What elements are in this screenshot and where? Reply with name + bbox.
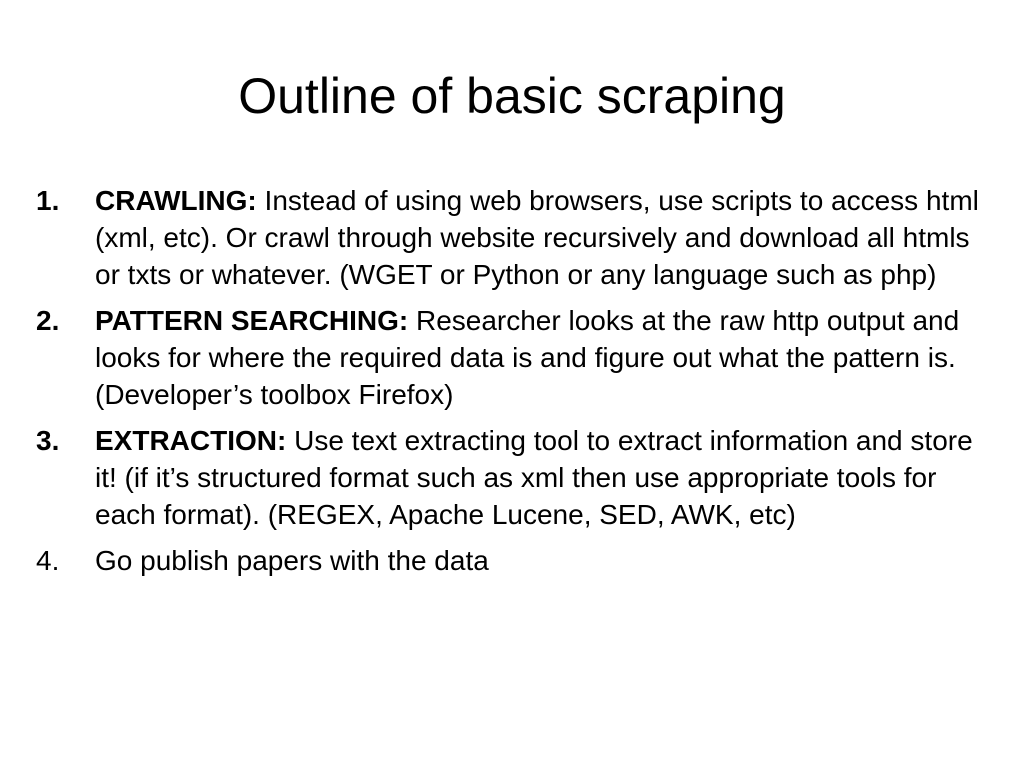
list-item-lead: PATTERN SEARCHING: <box>95 305 409 336</box>
list-item-lead: EXTRACTION: <box>95 425 287 456</box>
list-item <box>36 422 991 533</box>
list-item <box>36 542 991 579</box>
list-item-text: Researcher looks at the raw http output and looks for where the required data is and figure out what the pattern is. (Developer’s toolbox Firefox) <box>95 305 960 410</box>
list-item-text: Instead of using web browsers, use scripts to access html (xml, etc). Or crawl through website recursively and download all htmls or txts or whatever. (WGET or Python or any language such as php) <box>95 185 979 290</box>
list-item <box>36 182 991 293</box>
list-item-number: 1. <box>36 185 60 216</box>
list-item-text: Go publish papers with the data <box>95 545 489 576</box>
list-item-number: 4. <box>36 545 60 576</box>
list-item-number: 3. <box>36 425 60 456</box>
numbered-list <box>36 182 991 588</box>
list-item-lead: CRAWLING: <box>95 185 257 216</box>
list-item <box>36 302 991 413</box>
slide-title: Outline of basic scraping <box>238 68 786 124</box>
list-item-text: Use text extracting tool to extract information and store it! (if it’s structured format such as xml then use appropriate tools for each format). (REGEX, Apache Lucene, SED, AWK, etc) <box>95 425 973 530</box>
list-item-number: 2. <box>36 305 60 336</box>
